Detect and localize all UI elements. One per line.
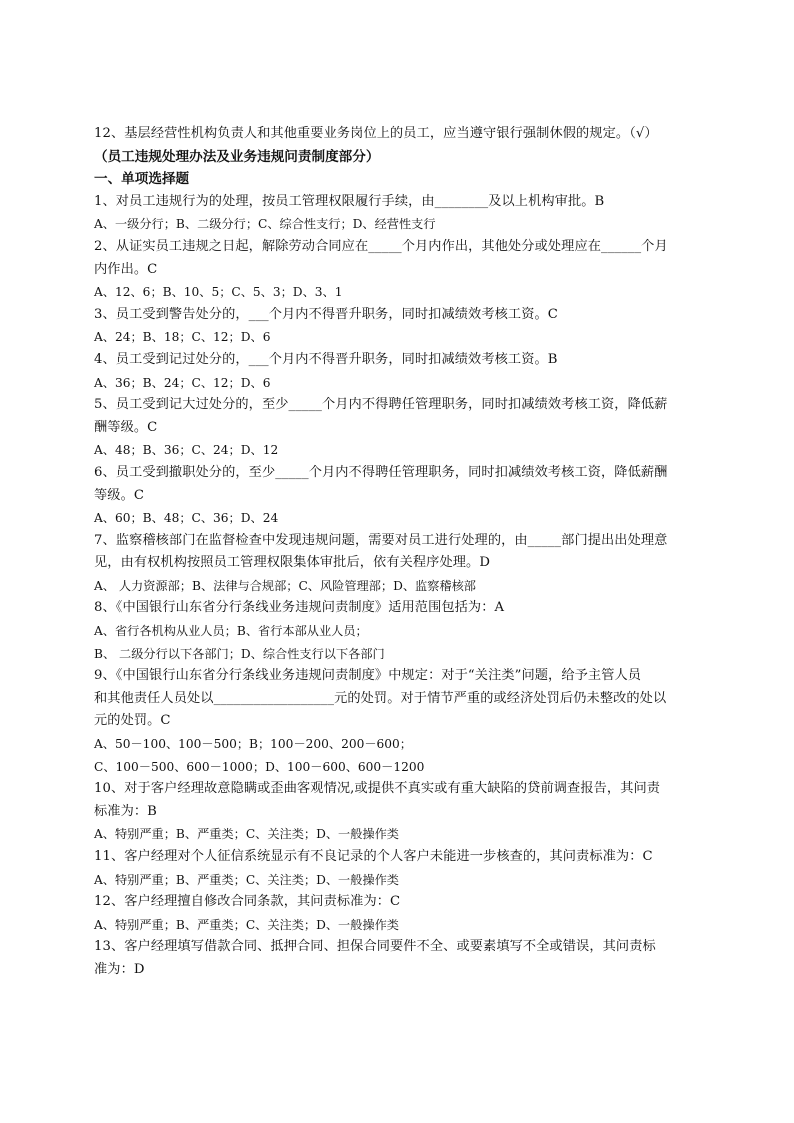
question-text: 11、客户经理对个人征信系统显示有不良记录的个人客户未能进一步核查的，其问责标准为：C [94, 849, 653, 864]
question-text: 8、《中国银行山东省分行条线业务违规问责制度》适用范围包括为：A [94, 600, 505, 616]
answer-options: A、48；B、36；C、24；D、12 [94, 443, 279, 458]
answer-options: B、 二级分行以下各部门；D、综合性支行以下各部门 [94, 646, 385, 661]
answer-options: A、省行各机构从业人员；B、省行本部从业人员； [94, 624, 368, 639]
question-text: 内作出。C [94, 261, 158, 277]
question-text: 6、员工受到撤职处分的，至少_____个月内不得聘任管理职务，同时扣减绩效考核工资，降低薪酬 [94, 464, 668, 480]
question-text: 酬等级。C [94, 419, 158, 435]
section-heading: （员工违规处理办法及业务违规问责制度部分） [94, 148, 380, 165]
answer-options: A、一级分行；B、二级分行；C、综合性支行；D、经营性支行 [94, 217, 436, 232]
question-text: 标准为：B [94, 803, 157, 819]
question-text: 12、基层经营性机构负责人和其他重要业务岗位上的员工，应当遵守银行强制休假的规定。（√） [94, 126, 658, 141]
question-text: 元的处罚。C [94, 713, 171, 729]
answer-options: A、特别严重；B、严重类；C、关注类；D、一般操作类 [94, 917, 399, 932]
document-page [94, 124, 700, 983]
question-text: 2、从证实员工违规之日起，解除劳动合同应在_____个月内作出，其他处分或处理应在______个月 [94, 238, 668, 254]
answer-options: A、50－100、100－500；B；100－200、200－600； [94, 737, 412, 752]
question-text: 等级。C [94, 487, 145, 503]
answer-options: A、特别严重；B、严重类；C、关注类；D、一般操作类 [94, 872, 399, 887]
answer-options: A、36；B、24；C、12；D、6 [94, 375, 271, 390]
question-text: 9、《中国银行山东省分行条线业务违规问责制度》中规定：对于“关注类”问题，给予主管人员 [94, 668, 642, 684]
question-text: 13、客户经理填写借款合同、抵押合同、担保合同要件不全、或要素填写不全或错误，其问责标 [94, 939, 656, 955]
answer-options: A、60；B、48；C、36；D、24 [94, 511, 279, 526]
question-text: 4、员工受到记过处分的，___个月内不得晋升职务，同时扣减绩效考核工资。B [94, 351, 558, 367]
question-text: 5、员工受到记大过处分的，至少_____个月内不得聘任管理职务，同时扣减绩效考核工资，降低薪 [94, 397, 668, 413]
question-text: 1、对员工违规行为的处理，按员工管理权限履行手续，由________及以上机构审批。B [94, 193, 605, 209]
answer-options: A、特别严重；B、严重类；C、关注类；D、一般操作类 [94, 827, 399, 842]
question-text: 和其他责任人员处以__________________元的处罚。对于情节严重的或经济处罚后仍未整改的处以 [94, 690, 667, 706]
question-text: 12、客户经理擅自修改合同条款，其问责标准为：C [94, 894, 401, 910]
question-text: 10、对于客户经理故意隐瞒或歪曲客观情况,或提供不真实或有重大缺陷的贷前调查报告，其问责 [94, 781, 661, 797]
answer-options: A、12、6；B、10、5；C、5、3；D、3、1 [94, 285, 343, 300]
question-text: 3、员工受到警告处分的，___个月内不得晋升职务，同时扣减绩效考核工资。C [94, 306, 558, 322]
question-text: 准为：D [94, 961, 145, 977]
question-text: 7、监察稽核部门在监督检查中发现违规问题，需要对员工进行处理的，由_____部门提出出处理意 [94, 532, 668, 548]
answer-options: A、 人力资源部；B、法律与合规部；C、风险管理部；D、监察稽核部 [94, 578, 476, 593]
answer-options: C、100－500、600－1000；D、100－600、600－1200 [94, 759, 425, 774]
question-text: 见，由有权机构按照员工管理权限集体审批后，依有关程序处理。D [94, 555, 491, 571]
section-heading: 一、单项选择题 [94, 171, 190, 188]
answer-options: A、24；B、18；C、12；D、6 [94, 330, 271, 345]
